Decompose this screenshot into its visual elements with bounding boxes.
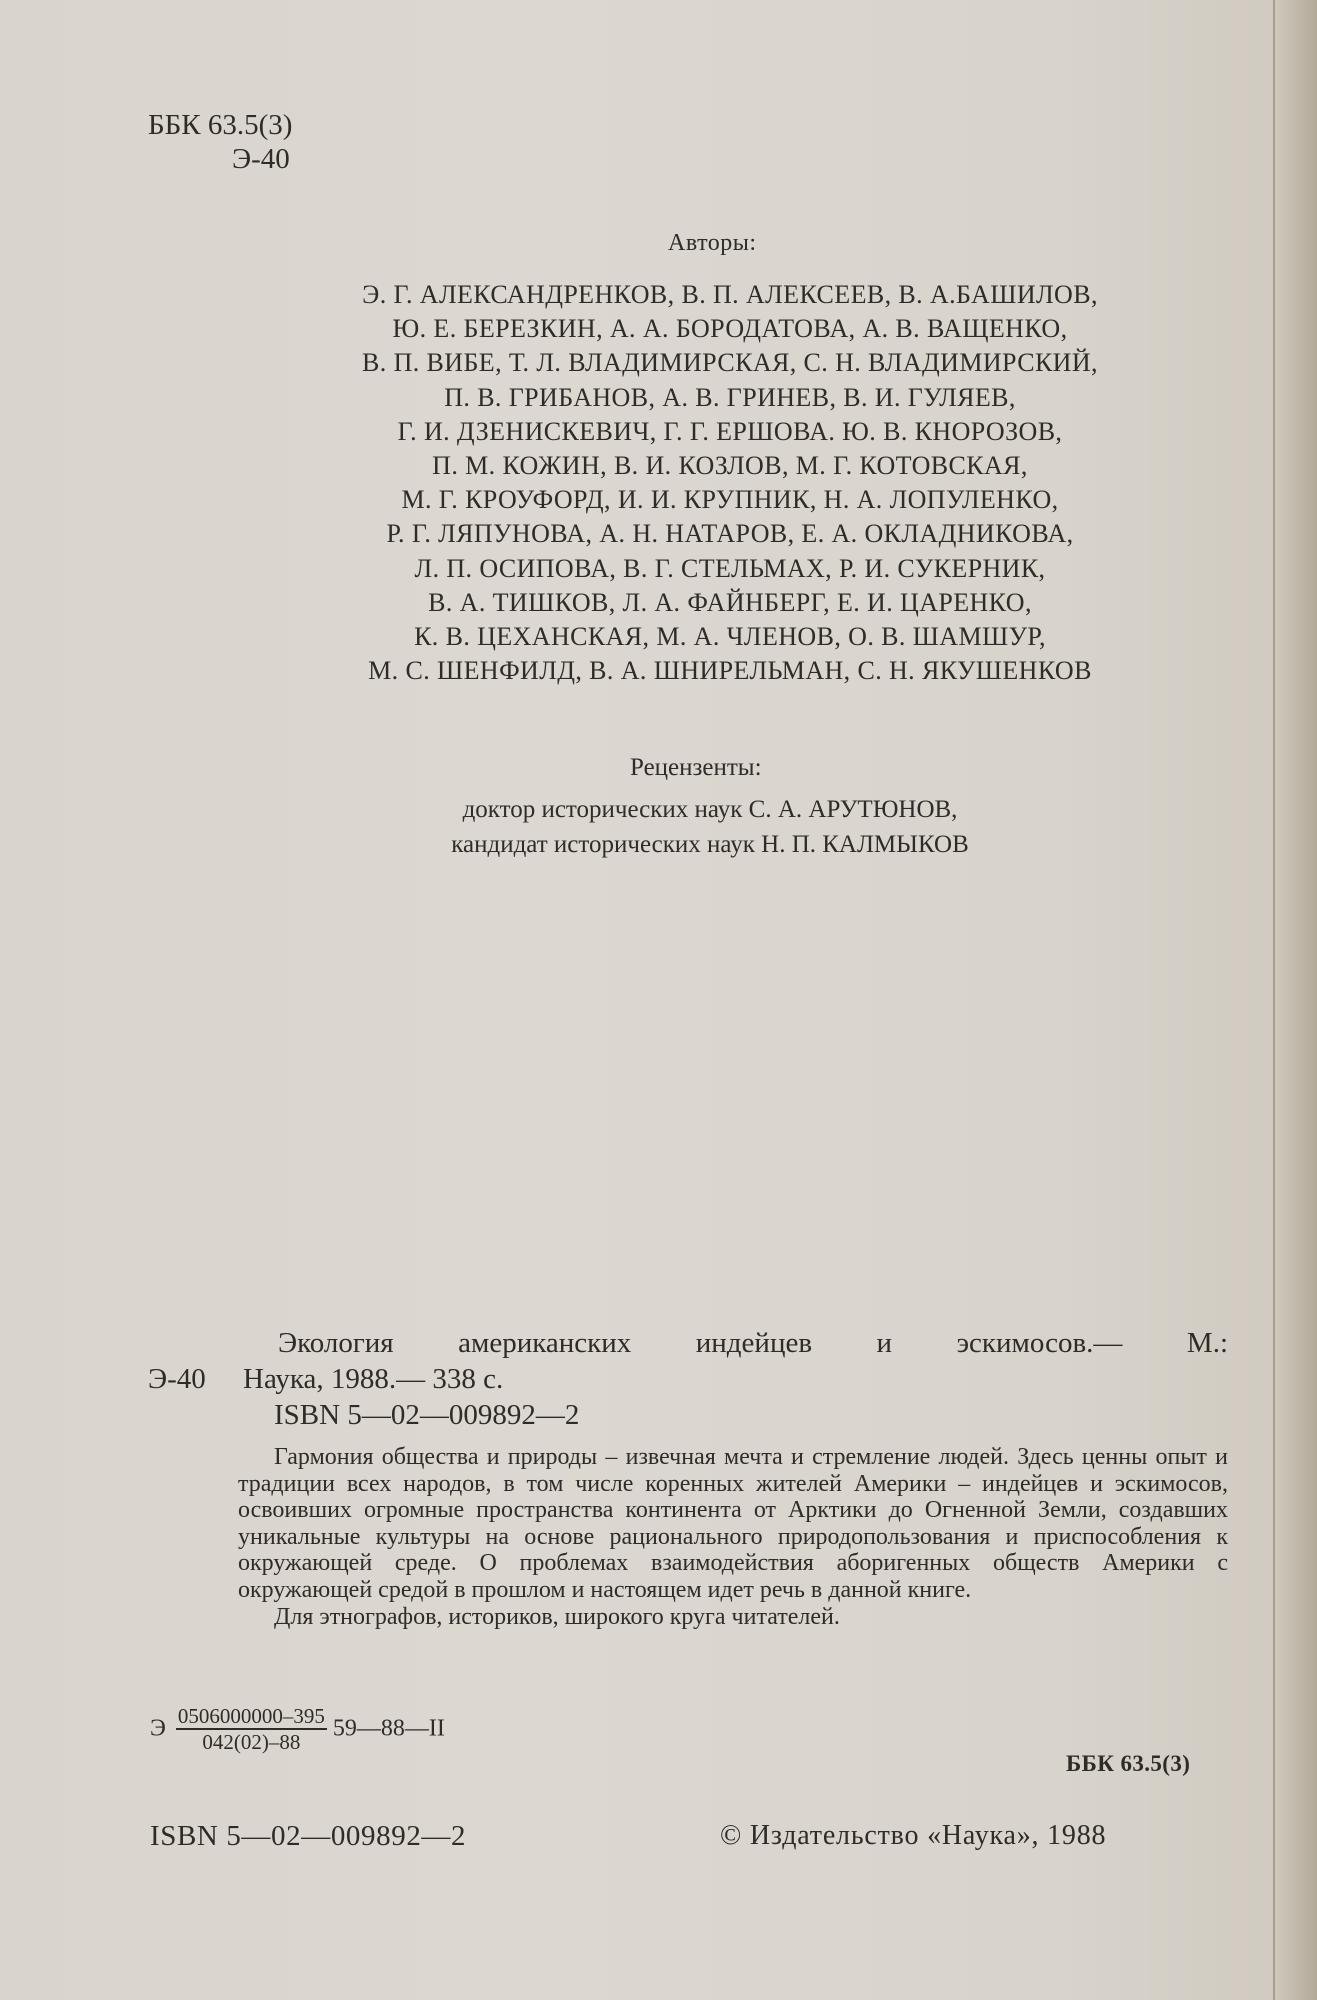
authors-line: Ю. Е. БЕРЕЗКИН, А. А. БОРОДАТОВА, А. В. ВАЩЕНКО, [392, 314, 1068, 344]
authors-line: М. С. ШЕНФИЛД, В. А. ШНИРЕЛЬМАН, С. Н. ЯКУШЕНКОВ [368, 656, 1092, 686]
index-prefix: Э [150, 1715, 166, 1742]
author-mark: Э-40 [232, 143, 290, 175]
authors-line: В. П. ВИБЕ, Т. Л. ВЛАДИМИРСКАЯ, С. Н. ВЛАДИМИРСКИЙ, [362, 348, 1098, 378]
copyright: © Издательство «Наука», 1988 [720, 1820, 1107, 1851]
publication-index [150, 1704, 445, 1754]
reviewers-label: Рецензенты: [630, 754, 762, 781]
reviewer-line: кандидат исторических наук Н. П. КАЛМЫКОВ [451, 831, 969, 858]
index-denominator: 042(02)–88 [202, 1730, 301, 1754]
authors-line: П. М. КОЖИН, В. И. КОЗЛОВ, М. Г. КОТОВСКАЯ, [432, 451, 1028, 481]
authors-line: М. Г. КРОУФОРД, И. И. КРУПНИК, Н. А. ЛОПУЛЕНКО, [401, 485, 1059, 515]
bibliographic-record [148, 1325, 1228, 1433]
isbn: ISBN 5—02—009892—2 [150, 1820, 467, 1852]
page-edge [1273, 0, 1317, 2000]
publisher-line: Наука, 1988.— 338 с. [243, 1363, 504, 1395]
bbk-classification-top [148, 108, 292, 176]
index-suffix: 59—88—II [332, 1715, 445, 1742]
index-numerator: 0506000000–395 [177, 1704, 325, 1728]
index-fraction [176, 1704, 327, 1754]
bib-isbn-line: ISBN 5—02—009892—2 [274, 1399, 580, 1431]
annotation [238, 1444, 1228, 1630]
authors-line: П. В. ГРИБАНОВ, А. В. ГРИНЕВ, В. И. ГУЛЯЕВ, [444, 382, 1016, 412]
annotation-paragraph: Гармония общества и природы – извечная мечта и стремление людей. Здесь ценны опыт и традиции всех народов, в том числе коренных жителей Америки – индейцев и эскимосов, освоивших огромные пространства континента от Арктики до Огненной Земли, создавших уникальные культуры на основе рационального природопользования и приспособления к окружающей среде. О проблемах взаимодействия аборигенных обществ Америки с окружающей средой в прошлом и настоящем идет речь в данной книге. [238, 1444, 1228, 1603]
authors-line: В. А. ТИШКОВ, Л. А. ФАЙНБЕРГ, Е. И. ЦАРЕНКО, [428, 587, 1032, 617]
bbk-classification-bottom: ББК 63.5(3) [1066, 1751, 1191, 1776]
authors-list [240, 278, 1220, 688]
bib-code: Э-40 [148, 1363, 206, 1395]
authors-line: Р. Г. ЛЯПУНОВА, А. Н. НАТАРОВ, Е. А. ОКЛАДНИКОВА, [386, 519, 1074, 549]
book-title-line: Экология американских индейцев и эскимосов.— М.: [278, 1327, 1228, 1359]
authors-label: Авторы: [668, 230, 757, 256]
authors-line: К. В. ЦЕХАНСКАЯ, М. А. ЧЛЕНОВ, О. В. ШАМШУР, [414, 622, 1046, 652]
reviewers-list [300, 792, 1120, 862]
authors-line: Г. И. ДЗЕНИСКЕВИЧ, Г. Г. ЕРШОВА. Ю. В. КНОРОЗОВ, [397, 416, 1063, 446]
publisher-row [148, 1361, 1228, 1397]
authors-line: Э. Г. АЛЕКСАНДРЕНКОВ, В. П. АЛЕКСЕЕВ, В. А.БАШИЛОВ, [362, 280, 1098, 309]
annotation-paragraph: Для этнографов, историков, широкого круга читателей. [274, 1603, 840, 1630]
reviewer-line: доктор исторических наук С. А. АРУТЮНОВ, [462, 796, 958, 823]
bbk-code: ББК 63.5(3) [148, 109, 293, 141]
authors-line: Л. П. ОСИПОВА, В. Г. СТЕЛЬМАХ, Р. И. СУКЕРНИК, [414, 553, 1046, 583]
